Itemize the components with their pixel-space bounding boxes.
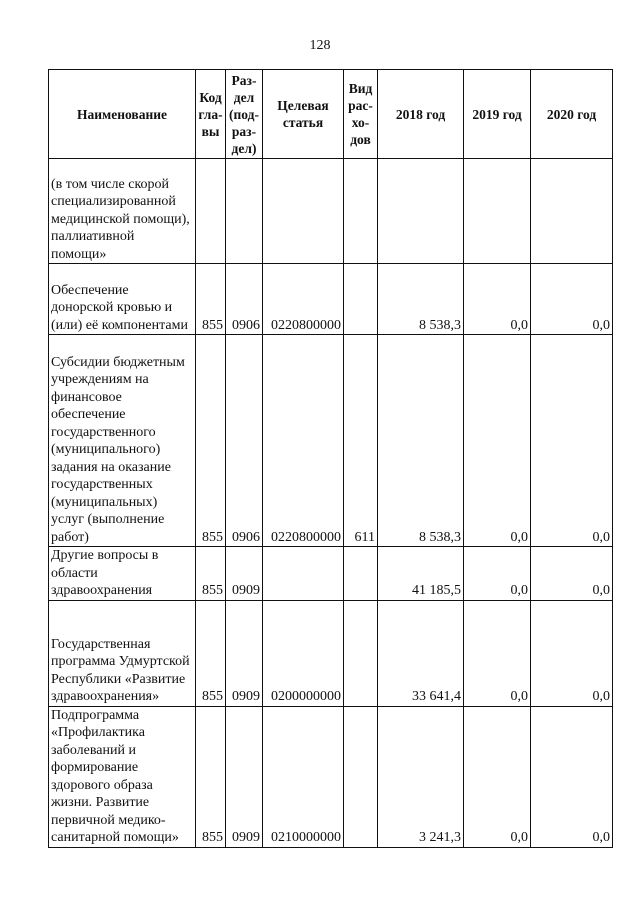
table-row <box>49 335 613 547</box>
row-2019 <box>464 159 531 264</box>
row-vid <box>344 547 378 601</box>
row-name: Государственная программа Удмуртской Республики «Развитие здравоохранения» <box>49 600 196 706</box>
table-row <box>49 600 613 706</box>
row-2020: 0,0 <box>531 264 613 335</box>
row-razdel: 0909 <box>226 600 263 706</box>
row-statya <box>263 547 344 601</box>
row-glava: 855 <box>196 547 226 601</box>
row-vid <box>344 600 378 706</box>
header-row <box>49 70 613 159</box>
row-2018: 8 538,3 <box>378 335 464 547</box>
row-vid <box>344 159 378 264</box>
row-2019: 0,0 <box>464 706 531 847</box>
row-name: (в том числе скорой специализированной медицинской помощи), паллиативной помощи» <box>49 159 196 264</box>
row-statya: 0220800000 <box>263 335 344 547</box>
row-razdel: 0909 <box>226 706 263 847</box>
row-razdel: 0909 <box>226 547 263 601</box>
row-statya: 0200000000 <box>263 600 344 706</box>
table-row <box>49 706 613 847</box>
row-glava: 855 <box>196 335 226 547</box>
row-2020: 0,0 <box>531 547 613 601</box>
row-2018 <box>378 159 464 264</box>
row-vid <box>344 706 378 847</box>
row-2019: 0,0 <box>464 335 531 547</box>
row-2018: 8 538,3 <box>378 264 464 335</box>
budget-table <box>48 69 613 848</box>
row-2018: 3 241,3 <box>378 706 464 847</box>
row-2018: 41 185,5 <box>378 547 464 601</box>
row-name: Обеспечение донорской кровью и (или) её компонентами <box>49 264 196 335</box>
header-2018: 2018 год <box>378 70 464 159</box>
header-glava: Код гла- вы <box>196 70 226 159</box>
row-2020 <box>531 159 613 264</box>
header-2020: 2020 год <box>531 70 613 159</box>
row-statya: 0210000000 <box>263 706 344 847</box>
row-2020: 0,0 <box>531 335 613 547</box>
row-2018: 33 641,4 <box>378 600 464 706</box>
row-vid: 611 <box>344 335 378 547</box>
header-2019: 2019 год <box>464 70 531 159</box>
row-razdel <box>226 159 263 264</box>
row-statya <box>263 159 344 264</box>
row-glava: 855 <box>196 706 226 847</box>
row-2019: 0,0 <box>464 264 531 335</box>
row-2020: 0,0 <box>531 600 613 706</box>
table-row <box>49 264 613 335</box>
row-2019: 0,0 <box>464 547 531 601</box>
row-glava <box>196 159 226 264</box>
table-row <box>49 547 613 601</box>
row-name: Другие вопросы в области здравоохранения <box>49 547 196 601</box>
row-name: Подпрограмма «Профилактика заболеваний и формирование здорового образа жизни. Развитие первичной медико-санитарной помощи» <box>49 706 196 847</box>
row-razdel: 0906 <box>226 335 263 547</box>
row-2019: 0,0 <box>464 600 531 706</box>
header-statya: Целевая статья <box>263 70 344 159</box>
row-vid <box>344 264 378 335</box>
row-statya: 0220800000 <box>263 264 344 335</box>
header-name: Наименование <box>49 70 196 159</box>
row-name: Субсидии бюджетным учреждениям на финансовое обеспечение государственного (муниципального) задания на оказание государственных (муниципальных) услуг (выполнение работ) <box>49 335 196 547</box>
row-2020: 0,0 <box>531 706 613 847</box>
table-row <box>49 159 613 264</box>
row-glava: 855 <box>196 264 226 335</box>
row-glava: 855 <box>196 600 226 706</box>
row-razdel: 0906 <box>226 264 263 335</box>
header-razdel: Раз- дел (под- раз- дел) <box>226 70 263 159</box>
header-vid: Вид рас- хо- дов <box>344 70 378 159</box>
page-number: 128 <box>309 38 331 53</box>
